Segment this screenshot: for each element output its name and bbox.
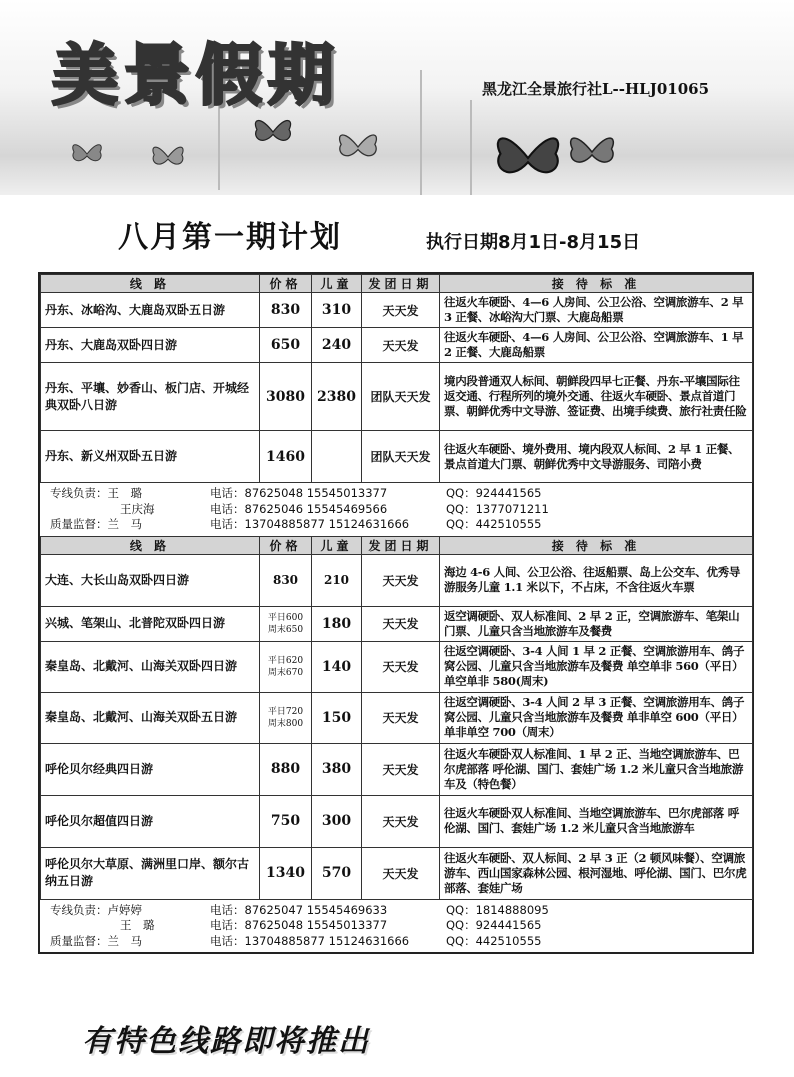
contact-row <box>50 903 742 919</box>
service-standard: 往返火车硬卧双人标准间、1 早 2 正、当地空调旅游车、巴尔虎部落 呼伦湖、国门、套娃广场 1.2 米儿童只含当地旅游车及（特色餐） <box>440 743 753 795</box>
butterfly-icon <box>252 112 294 152</box>
contact-row <box>50 502 742 518</box>
table-row <box>41 641 753 692</box>
wave-line <box>0 980 794 983</box>
contact-person: 王庆海 <box>120 501 155 516</box>
route-name: 丹东、平壤、妙香山、板门店、开城经典双卧八日游 <box>41 363 260 431</box>
service-standard: 往返空调硬卧、3-4 人间 1 早 2 正餐、空调旅游用车、鸽子窝公园、儿童只含当地旅游车及餐费 单空单非 560（平日）单空单非 580(周末) <box>440 641 753 692</box>
table-row <box>41 606 753 641</box>
price: 1340 <box>260 847 312 899</box>
departure: 团队天天发 <box>362 431 440 483</box>
route-name: 丹东、大鹿岛双卧四日游 <box>41 328 260 363</box>
contact-qq: QQ：442510555 <box>446 933 542 948</box>
child-price: 380 <box>312 743 362 795</box>
route-name: 丹东、新义州双卧五日游 <box>41 431 260 483</box>
route-name: 呼伦贝尔超值四日游 <box>41 795 260 847</box>
departure: 天天发 <box>362 692 440 743</box>
flower-stem <box>420 70 422 195</box>
child-price: 570 <box>312 847 362 899</box>
table-header <box>41 536 753 554</box>
col-route: 线 路 <box>41 536 260 554</box>
departure: 天天发 <box>362 606 440 641</box>
table-row <box>41 692 753 743</box>
col-standard: 接 待 标 准 <box>440 275 753 293</box>
departure: 天天发 <box>362 328 440 363</box>
departure: 天天发 <box>362 795 440 847</box>
contact-phone: 电话：87625046 15545469566 <box>210 501 388 516</box>
contact-qq: QQ：924441565 <box>446 486 542 500</box>
footer-slogan: 有特色线路即将推出 <box>82 1024 370 1059</box>
plan-title: 八月第一期计划 <box>118 220 342 255</box>
route-table-2 <box>40 536 753 900</box>
departure: 天天发 <box>362 641 440 692</box>
wave-line <box>0 1000 794 1003</box>
price: 830 <box>260 554 312 606</box>
flower-stem <box>470 100 472 195</box>
table-header <box>41 275 753 293</box>
col-standard: 接 待 标 准 <box>440 536 753 554</box>
col-child: 儿童 <box>312 536 362 554</box>
price: 750 <box>260 795 312 847</box>
contact-phone: 电话：87625047 15545469633 <box>210 902 388 917</box>
contact-row <box>50 517 742 533</box>
butterfly-icon <box>566 128 618 176</box>
contact-person: 专线负责：王 璐 <box>50 486 142 500</box>
contact-person: 质量监督：兰 马 <box>50 933 142 948</box>
contact-person: 专线负责：卢婷婷 <box>50 902 142 917</box>
col-departure: 发团日期 <box>362 536 440 554</box>
route-name: 秦皇岛、北戴河、山海关双卧四日游 <box>41 641 260 692</box>
price: 3080 <box>260 363 312 431</box>
service-standard: 往返火车硬卧双人标准间、当地空调旅游车、巴尔虎部落 呼伦湖、国门、套娃广场 1.2 米儿童只含当地旅游车 <box>440 795 753 847</box>
contact-block-2 <box>40 900 752 953</box>
table-row <box>41 554 753 606</box>
child-price: 180 <box>312 606 362 641</box>
service-standard: 往返火车硬卧、4—6 人房间、公卫公浴、空调旅游车、2 早 3 正餐、冰峪沟大门票、大鹿岛船票 <box>440 293 753 328</box>
contact-row <box>50 486 742 502</box>
child-price: 310 <box>312 293 362 328</box>
contact-person: 王 璐 <box>120 918 155 932</box>
contact-qq: QQ：924441565 <box>446 918 542 932</box>
contact-row <box>50 934 742 950</box>
col-price: 价格 <box>260 275 312 293</box>
butterfly-icon <box>150 140 186 174</box>
route-name: 兴城、笔架山、北普陀双卧四日游 <box>41 606 260 641</box>
route-name: 秦皇岛、北戴河、山海关双卧五日游 <box>41 692 260 743</box>
service-standard: 境内段普通双人标间、朝鲜段四早七正餐、丹东-平壤国际往返交通、行程所列的境外交通、往返火车硬卧、景点首道门票、朝鲜优秀中文导游、签证费、出境手续费、旅行社责任险 <box>440 363 753 431</box>
header-banner <box>0 0 794 195</box>
route-table-1 <box>40 274 753 483</box>
service-standard: 返空调硬卧、双人标准间、2 早 2 正，空调旅游车、笔架山门票、儿童只含当地旅游车及餐费 <box>440 606 753 641</box>
table-row <box>41 743 753 795</box>
route-name: 大连、大长山岛双卧四日游 <box>41 554 260 606</box>
route-sheet <box>38 272 754 954</box>
table-row <box>41 328 753 363</box>
col-route: 线 路 <box>41 275 260 293</box>
agency-license: 黑龙江全景旅行社L--HLJ01065 <box>482 80 710 98</box>
col-price: 价格 <box>260 536 312 554</box>
child-price: 150 <box>312 692 362 743</box>
contact-phone: 电话：13704885877 15124631666 <box>210 517 410 531</box>
contact-row <box>50 918 742 934</box>
price: 平日600 周末650 <box>260 606 312 641</box>
plan-period: 执行日期8月1日-8月15日 <box>426 232 641 253</box>
contact-phone: 电话：13704885877 15124631666 <box>210 933 410 948</box>
contact-person: 质量监督：兰 马 <box>50 517 142 531</box>
table-row <box>41 795 753 847</box>
departure: 团队天天发 <box>362 363 440 431</box>
service-standard: 往返火车硬卧、双人标间、2 早 3 正（2 顿风味餐）、空调旅游车、西山国家森林公园、根河湿地、呼伦湖、国门、巴尔虎部落、套娃广场 <box>440 847 753 899</box>
route-name: 丹东、冰峪沟、大鹿岛双卧五日游 <box>41 293 260 328</box>
contact-phone: 电话：87625048 15545013377 <box>210 486 388 500</box>
price: 650 <box>260 328 312 363</box>
col-departure: 发团日期 <box>362 275 440 293</box>
service-standard: 往返火车硬卧、4—6 人房间、公卫公浴、空调旅游车、1 早 2 正餐、大鹿岛船票 <box>440 328 753 363</box>
child-price: 240 <box>312 328 362 363</box>
child-price: 300 <box>312 795 362 847</box>
col-child: 儿童 <box>312 275 362 293</box>
butterfly-icon <box>492 124 564 192</box>
table-row <box>41 363 753 431</box>
child-price <box>312 431 362 483</box>
price: 平日720 周末800 <box>260 692 312 743</box>
departure: 天天发 <box>362 743 440 795</box>
brand-logo: 美景假期 <box>52 37 340 114</box>
service-standard: 海边 4-6 人间、公卫公浴、往返船票、岛上公交车、优秀导游服务儿童 1.1 米以下，不占床，不含往返火车票 <box>440 554 753 606</box>
route-name: 呼伦贝尔大草原、满洲里口岸、额尔古纳五日游 <box>41 847 260 899</box>
child-price: 2380 <box>312 363 362 431</box>
departure: 天天发 <box>362 293 440 328</box>
contact-qq: QQ：442510555 <box>446 517 542 531</box>
contact-qq: QQ：1814888095 <box>446 902 549 917</box>
table-row <box>41 847 753 899</box>
price: 880 <box>260 743 312 795</box>
contact-qq: QQ：1377071211 <box>446 501 549 516</box>
butterfly-icon <box>336 126 380 168</box>
table-row <box>41 431 753 483</box>
price: 830 <box>260 293 312 328</box>
butterfly-icon <box>70 138 104 170</box>
service-standard: 往返火车硬卧、境外费用、境内段双人标间、2 早 1 正餐、景点首道大门票、朝鲜优秀中文导游服务、司陪小费 <box>440 431 753 483</box>
price: 平日620 周末670 <box>260 641 312 692</box>
child-price: 140 <box>312 641 362 692</box>
service-standard: 往返空调硬卧、3-4 人间 2 早 3 正餐、空调旅游用车、鸽子窝公园、儿童只含当地旅游车及餐费 单非单空 600（平日）单非单空 700（周末） <box>440 692 753 743</box>
departure: 天天发 <box>362 847 440 899</box>
table-row <box>41 293 753 328</box>
price: 1460 <box>260 431 312 483</box>
route-name: 呼伦贝尔经典四日游 <box>41 743 260 795</box>
departure: 天天发 <box>362 554 440 606</box>
child-price: 210 <box>312 554 362 606</box>
contact-block-1 <box>40 483 752 536</box>
contact-phone: 电话：87625048 15545013377 <box>210 918 388 932</box>
